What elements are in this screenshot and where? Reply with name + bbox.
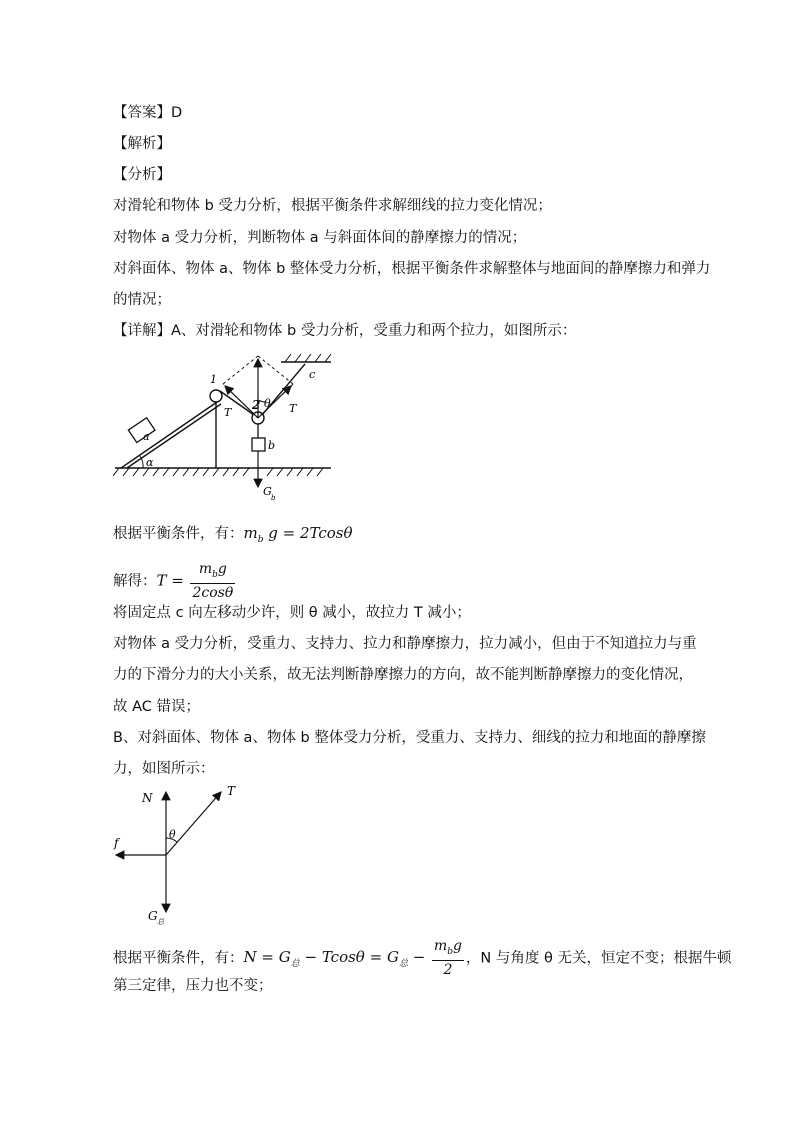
formula-balance-1: [113, 523, 353, 550]
line-p5c: 故 AC 错误；: [113, 699, 201, 715]
f3-den: 2: [443, 961, 453, 978]
formula-solve: [113, 561, 237, 602]
line-p5a: 对物体 a 受力分析，受重力、支持力、拉力和静摩擦力，拉力减小，但由于不知道拉力与重: [113, 636, 697, 652]
block-b: [252, 438, 265, 451]
label-N: N: [142, 791, 153, 805]
label-theta-2: θ: [169, 828, 176, 841]
solve-prefix: 解得：: [113, 573, 157, 590]
label-c: c: [309, 368, 316, 381]
formula-balance-2: [113, 938, 731, 981]
line-p5b: 力的下滑分力的大小关系，故无法判断静摩擦力的方向，故不能判断静摩擦力的变化情况，: [113, 667, 693, 683]
line-p6a: B、对斜面体、物体 a、物体 b 整体受力分析，受重力、支持力、细线的拉力和地面的静摩擦: [113, 730, 706, 746]
label-f: f: [114, 836, 119, 850]
f3-a: N = G: [243, 948, 291, 967]
label-b: b: [268, 439, 276, 452]
line-detail: 【详解】A、对滑轮和物体 b 受力分析，受重力和两个拉力，如图所示：: [113, 323, 577, 339]
line-p7: 第三定律，压力也不变；: [113, 978, 273, 994]
f3-c: −: [407, 948, 426, 967]
line-p4: 将固定点 c 向左移动少许，则 θ 减小，故拉力 T 减小；: [113, 605, 471, 621]
f2-num: m: [198, 561, 213, 577]
balance2-prefix: 根据平衡条件，有：: [113, 950, 244, 967]
line-p3b: 的情况；: [113, 292, 171, 308]
f1-sub: b: [257, 535, 264, 545]
f3-num-g: g: [452, 938, 462, 954]
label-theta: θ: [264, 397, 271, 410]
label-G-sub: b: [271, 494, 276, 502]
f2-lhs: T =: [156, 571, 184, 590]
balance1-prefix: 根据平衡条件，有：: [113, 526, 244, 542]
f2-num-sub: b: [212, 569, 218, 580]
f1-mid: g = 2Tcosθ: [268, 524, 353, 542]
line-answer: 【答案】D: [113, 105, 183, 121]
line-p2: 对物体 a 受力分析，判断物体 a 与斜面体间的静摩擦力的情况；: [113, 230, 527, 246]
f3-sub1: 总: [290, 959, 300, 970]
label-G-total: G: [148, 909, 158, 923]
f2-num-g: g: [217, 561, 227, 577]
f3-b: − Tcosθ = G: [299, 948, 399, 967]
label-a: a: [143, 430, 150, 443]
label-T-right: T: [289, 402, 297, 415]
pulley-figure: [113, 350, 343, 505]
label-2: 2: [252, 398, 261, 412]
line-p6b: 力，如图所示：: [113, 761, 215, 777]
block-a: [128, 418, 155, 443]
line-breakdown: 【分析】: [113, 167, 171, 183]
label-1: 1: [210, 373, 217, 386]
label-T-left: T: [224, 406, 232, 419]
line-p1: 对滑轮和物体 b 受力分析，根据平衡条件求解细线的拉力变化情况；: [113, 198, 552, 214]
line-p3a: 对斜面体、物体 a、物体 b 整体受力分析，根据平衡条件求解整体与地面间的静摩擦力和弹力: [113, 261, 711, 277]
balance2-suffix: ，N 与角度 θ 无关，恒定不变；根据牛顿: [465, 950, 732, 967]
force-figure: [108, 780, 258, 928]
f1-m: m: [243, 524, 258, 542]
f3-num-sub: b: [447, 946, 453, 957]
f3-sub2: 总: [398, 959, 408, 970]
label-alpha: α: [146, 456, 154, 469]
label-G: G: [263, 485, 272, 498]
f2-den: 2cosθ: [192, 584, 234, 601]
label-T: T: [227, 784, 236, 798]
line-analysis: 【解析】: [113, 136, 171, 152]
f3-num: m: [433, 938, 448, 954]
label-G-total-sub: 总: [157, 918, 164, 926]
